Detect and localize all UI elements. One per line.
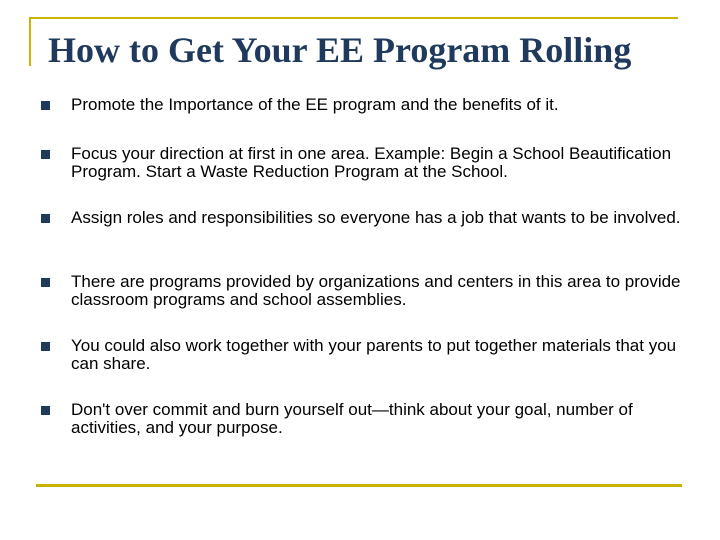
bottom-divider-rule [36,484,682,487]
square-bullet-icon [41,101,50,110]
title-frame-left-rule [29,17,31,66]
square-bullet-icon [41,278,50,287]
square-bullet-icon [41,406,50,415]
bullet-text-1: Promote the Importance of the EE program and the benefits of it. [71,95,559,114]
title-frame-top-rule [29,17,678,19]
bullet-text-2: Focus your direction at first in one area. Example: Begin a School Beautification Program. Start a Waste Reduction Program at the School. [71,144,672,181]
bullet-text-4: There are programs provided by organizations and centers in this area to provide classroom programs and school assemblies. [71,272,681,309]
bullet-text-5: You could also work together with your parents to put together materials that you can share. [71,336,677,373]
square-bullet-icon [41,342,50,351]
slide-title: How to Get Your EE Program Rolling [48,30,632,70]
bullet-text-6: Don't over commit and burn yourself out—think about your goal, number of activities, and your purpose. [71,400,633,437]
square-bullet-icon [41,214,50,223]
bullet-text-3: Assign roles and responsibilities so everyone has a job that wants to be involved. [71,208,681,227]
square-bullet-icon [41,150,50,159]
